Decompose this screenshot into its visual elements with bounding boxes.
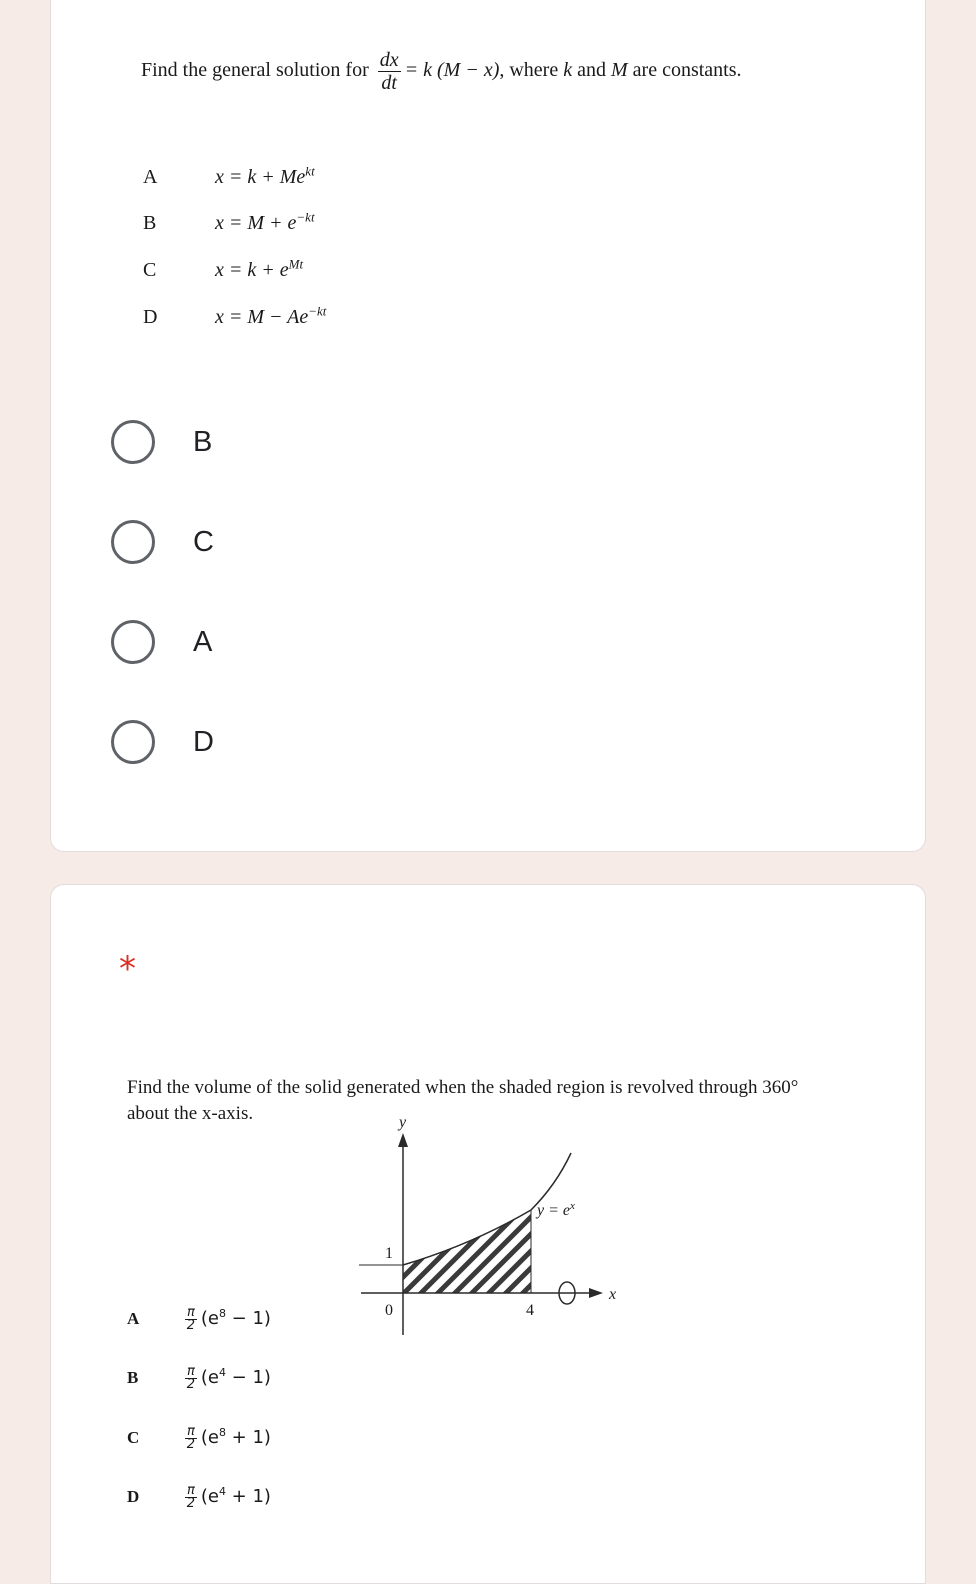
radio-label: A [193, 625, 213, 658]
radio-label: D [193, 725, 214, 758]
question-1-where: , where [499, 59, 564, 82]
equation-rhs: = k (M − x) [404, 59, 500, 82]
radio-choice-d[interactable] [111, 717, 214, 767]
question-card-1 [50, 0, 926, 852]
radio-choice-c[interactable] [111, 517, 214, 567]
curve-label: $y = e^x$ [537, 1200, 575, 1219]
option-exponent: −kt [296, 209, 315, 224]
x-axis-label: x [609, 1286, 617, 1303]
radio-label: C [193, 525, 214, 558]
question-1-prefix: Find the general solution for [141, 59, 369, 82]
option-expression: x = M + e [215, 211, 297, 234]
question-1-text [141, 49, 742, 94]
origin-label: 0 [385, 1302, 393, 1319]
question-1-and: and [572, 59, 611, 82]
radio-button[interactable] [111, 520, 155, 564]
volume-option-c: C $\frac{\pi}{2}$ $(e^8 + 1)$ [127, 1424, 271, 1453]
option-expression: x = M − Ae [215, 305, 309, 328]
answer-option-d [143, 303, 326, 329]
constant-k: k [563, 59, 573, 82]
derivative-fraction [378, 49, 401, 94]
pi-over-2: $\frac{\pi}{2}$ [186, 1483, 196, 1512]
radio-button[interactable] [111, 420, 155, 464]
option-exponent: −kt [308, 303, 327, 318]
answer-option-c [143, 256, 303, 282]
option-expression: x = k + e [215, 258, 289, 281]
exponential-region-graph [351, 1105, 671, 1345]
radio-button[interactable] [111, 720, 155, 764]
question-2-line-1: Find the volume of the solid generated when the shaded region is revolved through 360° [127, 1077, 799, 1098]
option-exponent: Mt [288, 256, 304, 271]
option-letter: D [143, 305, 158, 328]
radio-button[interactable] [111, 620, 155, 664]
option-letter: C [127, 1428, 140, 1447]
tick-y-1: 1 [385, 1245, 393, 1262]
option-exponent: kt [305, 163, 315, 178]
y-axis-arrow [398, 1133, 408, 1147]
question-2-line-2: about the x-axis. [127, 1103, 254, 1124]
x-axis-arrow [589, 1288, 603, 1298]
option-letter: B [127, 1368, 139, 1387]
fraction-numerator: dx [379, 49, 399, 71]
y-axis-label: y [399, 1114, 407, 1131]
volume-option-a: A $\frac{\pi}{2}$ $(e^8 - 1)$ [127, 1305, 271, 1334]
required-asterisk: * [119, 949, 136, 989]
pi-over-2: $\frac{\pi}{2}$ [186, 1424, 196, 1453]
radio-label: B [193, 425, 213, 458]
shaded-region [403, 1210, 531, 1293]
option-expression: x = k + Me [215, 165, 306, 188]
constant-M: M [611, 59, 628, 82]
answer-option-b [143, 209, 315, 235]
pi-over-2: $\frac{\pi}{2}$ [186, 1364, 196, 1393]
radio-choice-b[interactable] [111, 417, 212, 467]
question-card-2 [50, 884, 926, 1584]
fraction-denominator: dt [381, 72, 397, 94]
pi-over-2: $\frac{\pi}{2}$ [186, 1305, 196, 1334]
option-letter: C [143, 258, 157, 281]
tick-x-4: 4 [526, 1302, 534, 1319]
option-letter: A [127, 1309, 140, 1328]
volume-option-d: D $\frac{\pi}{2}$ $(e^4 + 1)$ [127, 1483, 271, 1512]
answer-option-a [143, 163, 315, 189]
option-letter: D [127, 1487, 140, 1506]
option-letter: A [143, 165, 158, 188]
option-letter: B [143, 211, 157, 234]
volume-option-b: B $\frac{\pi}{2}$ $(e^4 - 1)$ [127, 1364, 271, 1393]
question-1-suffix: are constants. [627, 59, 742, 82]
radio-choice-a[interactable] [111, 617, 212, 667]
